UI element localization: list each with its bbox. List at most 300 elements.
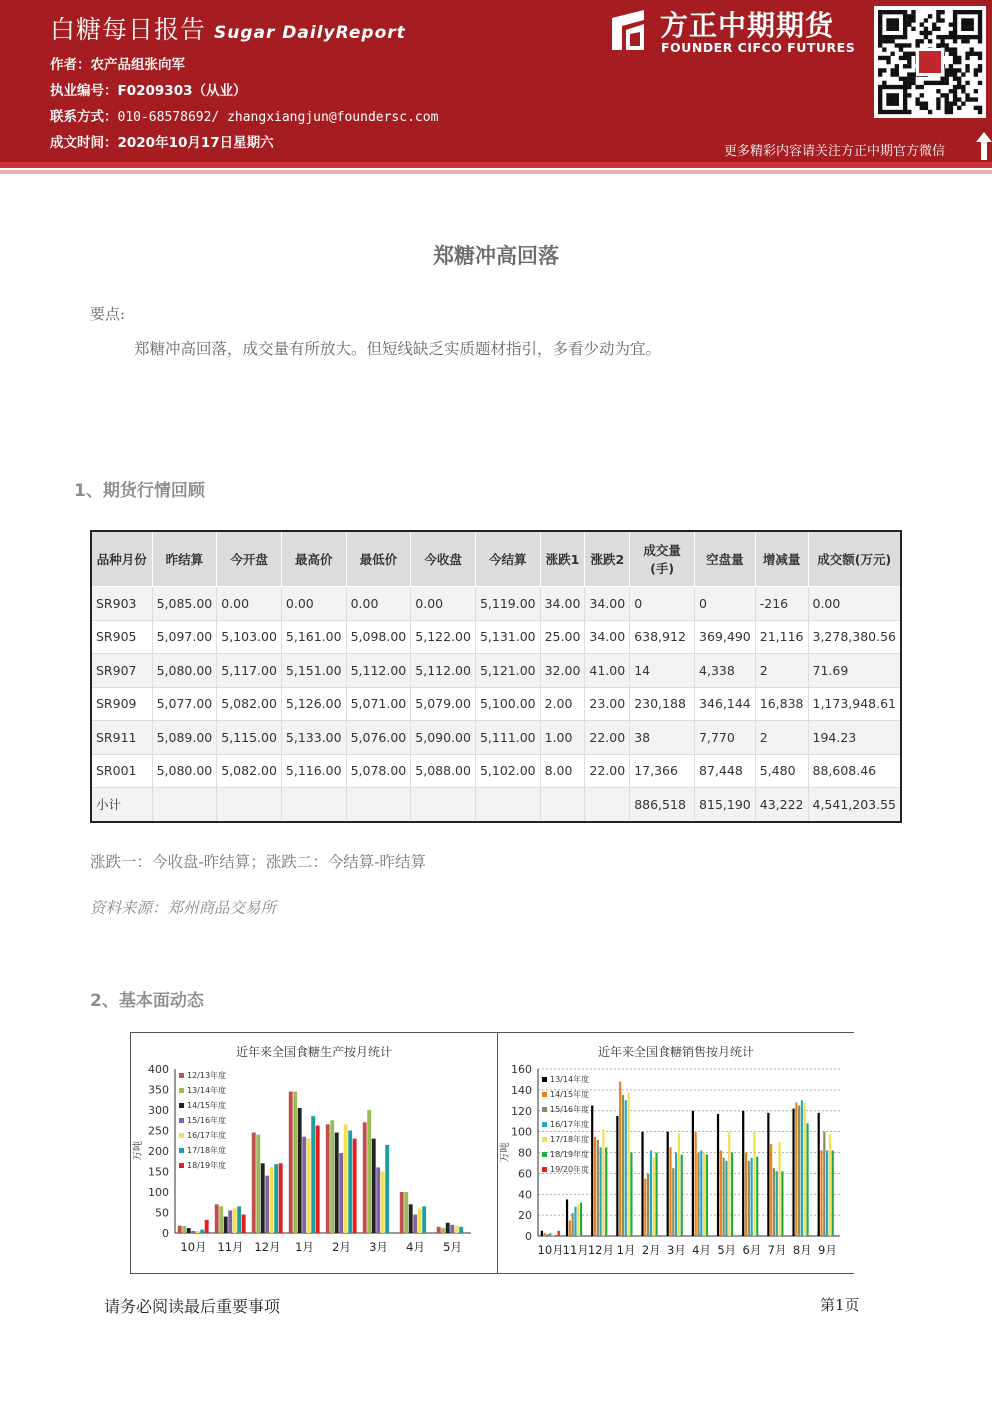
table-cell: [217, 788, 282, 822]
legend-swatch: [179, 1148, 184, 1153]
bar: [650, 1150, 652, 1236]
table-cell: 1,173,948.61: [808, 687, 901, 721]
legend-swatch: [179, 1073, 184, 1078]
bar: [544, 1233, 546, 1236]
section-title-futures-review: 1、期货行情回顾: [74, 481, 205, 501]
contact-label: 联系方式：: [50, 109, 118, 125]
table-header-cell: 涨跌2: [585, 531, 630, 587]
bar: [224, 1217, 228, 1233]
bar: [580, 1203, 582, 1236]
y-tick-label: 120: [511, 1104, 532, 1118]
table-cell: 2.00: [540, 687, 585, 721]
table-row: [91, 721, 901, 755]
legend-swatch: [179, 1118, 184, 1123]
bar: [400, 1192, 404, 1233]
bar: [616, 1116, 618, 1236]
x-tick-label: 4月: [406, 1240, 425, 1254]
bar: [692, 1111, 694, 1236]
table-cell: 38: [630, 721, 695, 755]
table-cell: 5,076.00: [346, 721, 411, 755]
table-cell: [346, 788, 411, 822]
bar: [804, 1102, 806, 1236]
table-header-cell: 昨结算: [152, 531, 217, 587]
production-chart-title: 近年来全国食糖生产按月统计: [235, 1045, 392, 1059]
bar: [422, 1206, 426, 1233]
x-tick-label: 1月: [616, 1243, 636, 1257]
table-cell: 5,085.00: [152, 587, 217, 621]
bar: [669, 1147, 671, 1236]
bar: [215, 1204, 219, 1233]
y-tick-label: 60: [518, 1167, 532, 1181]
table-row: [91, 754, 901, 788]
bar: [541, 1231, 543, 1236]
x-tick-label: 11月: [217, 1240, 244, 1254]
bar: [178, 1226, 182, 1233]
table-cell: 4,541,203.55: [808, 788, 901, 822]
table-cell: 5,079.00: [411, 687, 476, 721]
x-tick-label: 6月: [742, 1243, 762, 1257]
license-line: 执业编号：F0209303（从业）: [50, 83, 247, 99]
bar: [748, 1161, 750, 1236]
bar: [751, 1158, 753, 1236]
table-cell: 5,121.00: [475, 654, 540, 688]
x-tick-label: 4月: [692, 1243, 711, 1257]
bar: [418, 1208, 422, 1233]
bar: [630, 1153, 632, 1237]
table-header-cell: 涨跌1: [540, 531, 585, 587]
table-cell: 小计: [91, 788, 152, 822]
table-cell: 5,115.00: [217, 721, 282, 755]
bar: [413, 1215, 417, 1233]
table-cell: 5,089.00: [152, 721, 217, 755]
bar: [792, 1109, 794, 1236]
table-cell: 34.00: [540, 587, 585, 621]
x-tick-label: 12月: [254, 1240, 281, 1254]
bar: [695, 1132, 697, 1236]
contact-value: 010-68578692/ zhangxiangjun@foundersc.com: [117, 110, 439, 125]
bar: [555, 1235, 557, 1236]
table-cell: 17,366: [630, 754, 695, 788]
table-header-cell: 今结算: [475, 531, 540, 587]
table-cell: 5,116.00: [281, 754, 346, 788]
x-tick-label: 8月: [792, 1243, 812, 1257]
bar: [717, 1114, 719, 1236]
report-title-en: Sugar DailyReport: [214, 23, 406, 43]
table-cell: 5,119.00: [475, 587, 540, 621]
table-cell: 22.00: [585, 721, 630, 755]
company-logo-icon: [604, 6, 652, 54]
y-tick-label: 350: [148, 1083, 169, 1097]
bar: [566, 1199, 568, 1236]
bar: [219, 1206, 223, 1233]
table-cell: 5,112.00: [411, 654, 476, 688]
table-cell: 1.00: [540, 721, 585, 755]
company-logo-cn: 方正中期期货: [660, 9, 835, 42]
contact-line: [50, 105, 438, 125]
table-cell: SR903: [91, 587, 152, 621]
bar: [252, 1133, 256, 1233]
bar: [409, 1204, 413, 1233]
table-cell: 0.00: [281, 587, 346, 621]
legend-label: 15/16年度: [187, 1116, 227, 1125]
legend-label: 14/15年度: [550, 1090, 590, 1099]
table-header-row: [91, 531, 901, 587]
y-tick-label: 0: [162, 1227, 169, 1240]
table-cell: 5,126.00: [281, 687, 346, 721]
table-cell: 32.00: [540, 654, 585, 688]
table-row: [91, 620, 901, 654]
table-cell: [585, 788, 630, 822]
bar: [795, 1102, 797, 1236]
footer-disclaimer: 请务必阅读最后重要事项: [104, 1297, 281, 1316]
bar: [625, 1100, 627, 1236]
y-tick-label: 20: [518, 1209, 532, 1223]
bar: [459, 1227, 463, 1233]
legend-label: 16/17年度: [187, 1131, 227, 1140]
legend-swatch: [542, 1152, 547, 1157]
table-cell: 815,190: [695, 788, 756, 822]
table-cell: 5,100.00: [475, 687, 540, 721]
bar: [311, 1116, 315, 1233]
futures-quote-table: [90, 530, 902, 823]
bar: [697, 1153, 699, 1237]
table-cell: 0: [695, 587, 756, 621]
table-cell: 886,518: [630, 788, 695, 822]
bar: [572, 1213, 574, 1236]
table-cell: 0.00: [808, 587, 901, 621]
bar: [298, 1108, 302, 1233]
table-header-cell: 今开盘: [217, 531, 282, 587]
y-tick-label: 400: [148, 1063, 169, 1076]
bar: [731, 1153, 733, 1237]
table-header-cell: 今收盘: [411, 531, 476, 587]
table-cell: SR001: [91, 754, 152, 788]
bar: [597, 1140, 599, 1236]
bar: [770, 1144, 772, 1236]
bar: [742, 1111, 744, 1236]
bar: [289, 1092, 293, 1233]
table-cell: 14: [630, 654, 695, 688]
bar: [261, 1163, 265, 1233]
bar: [720, 1150, 722, 1236]
bar: [274, 1164, 278, 1233]
bar: [776, 1171, 778, 1236]
table-cell: 34.00: [585, 620, 630, 654]
table-cell: 22.00: [585, 754, 630, 788]
author-line: 作者：农产品组张向军: [50, 57, 185, 73]
bar: [826, 1150, 828, 1236]
table-cell: [281, 788, 346, 822]
footer-page-number: 第1页: [820, 1296, 860, 1314]
bar: [725, 1161, 727, 1236]
y-tick-label: 160: [511, 1063, 532, 1076]
legend-swatch: [179, 1088, 184, 1093]
table-cell: 4,338: [695, 654, 756, 688]
bar: [385, 1145, 389, 1233]
key-points-label: 要点:: [90, 305, 126, 323]
x-tick-label: 1月: [295, 1240, 314, 1254]
x-tick-label: 3月: [667, 1243, 686, 1257]
table-cell: 2: [755, 721, 808, 755]
y-axis-label: 万吨: [500, 1142, 511, 1163]
bar: [818, 1113, 820, 1236]
x-tick-label: 10月: [180, 1240, 207, 1254]
bar: [602, 1130, 604, 1236]
legend-label: 18/19年度: [550, 1150, 590, 1159]
table-cell: 5,112.00: [346, 654, 411, 688]
key-points-text: 郑糖冲高回落，成交量有所放大。但短线缺乏实质题材指引，多看少动为宜。: [134, 340, 662, 358]
bar: [330, 1120, 334, 1233]
table-cell: 5,071.00: [346, 687, 411, 721]
table-cell: 7,770: [695, 721, 756, 755]
table-header-cell: 品种月份: [91, 531, 152, 587]
report-title: [50, 10, 406, 46]
bar: [455, 1226, 459, 1233]
table-cell: 23.00: [585, 687, 630, 721]
bar: [233, 1208, 237, 1233]
date-line: 成文时间：2020年10月17日星期六: [50, 135, 274, 151]
x-tick-label: 5月: [443, 1240, 462, 1254]
production-chart: [131, 1033, 497, 1273]
x-tick-label: 2月: [641, 1243, 661, 1257]
table-cell: [411, 788, 476, 822]
bar: [200, 1230, 204, 1233]
document-title: 郑糖冲高回落: [433, 244, 559, 268]
bar: [605, 1147, 607, 1236]
bar: [376, 1167, 380, 1233]
y-tick-label: 0: [525, 1230, 532, 1243]
qr-code-icon: [874, 6, 986, 118]
table-header-cell: 空盘量: [695, 531, 756, 587]
table-cell: 8.00: [540, 754, 585, 788]
y-tick-label: 140: [511, 1083, 532, 1097]
bar: [653, 1158, 655, 1236]
bar: [672, 1168, 674, 1236]
bar: [441, 1228, 445, 1233]
legend-label: 13/14年度: [550, 1075, 590, 1084]
table-cell: SR909: [91, 687, 152, 721]
table-cell: 5,151.00: [281, 654, 346, 688]
bar: [655, 1153, 657, 1237]
table-header-cell: 最高价: [281, 531, 346, 587]
bar: [829, 1134, 831, 1236]
bar: [820, 1150, 822, 1236]
bar: [546, 1234, 548, 1236]
wechat-qr-code: [874, 6, 986, 118]
legend-swatch: [179, 1103, 184, 1108]
bar: [778, 1142, 780, 1236]
table-cell: 0.00: [217, 587, 282, 621]
bar: [205, 1220, 209, 1233]
table-cell: 0.00: [411, 587, 476, 621]
bar: [600, 1147, 602, 1236]
y-tick-label: 250: [148, 1124, 169, 1138]
table-cell: 5,161.00: [281, 620, 346, 654]
bar: [801, 1100, 803, 1236]
bar: [326, 1124, 330, 1233]
bar: [675, 1153, 677, 1237]
table-cell: 5,480: [755, 754, 808, 788]
change-definition-note: 涨跌一：今收盘-昨结算；涨跌二：今结算-昨结算: [90, 853, 426, 871]
table-cell: 5,082.00: [217, 754, 282, 788]
x-tick-label: 7月: [767, 1243, 787, 1257]
legend-swatch: [542, 1092, 547, 1097]
y-tick-label: 150: [148, 1165, 169, 1179]
bar: [594, 1137, 596, 1236]
sales-chart: [498, 1033, 854, 1273]
company-logo-en: FOUNDER CIFCO FUTURES: [661, 40, 856, 55]
legend-label: 15/16年度: [550, 1105, 590, 1114]
bar: [728, 1132, 730, 1236]
table-cell: 369,490: [695, 620, 756, 654]
bar: [700, 1150, 702, 1236]
legend-swatch: [179, 1133, 184, 1138]
data-source: 资料来源：郑州商品交易所: [90, 899, 277, 917]
bar: [798, 1106, 800, 1236]
bar: [641, 1132, 643, 1236]
table-cell: 5,077.00: [152, 687, 217, 721]
bar: [446, 1223, 450, 1233]
table-cell: 0: [630, 587, 695, 621]
y-tick-label: 100: [511, 1125, 532, 1139]
bar: [574, 1207, 576, 1236]
table-cell: 5,102.00: [475, 754, 540, 788]
bar: [753, 1132, 755, 1236]
bar: [228, 1210, 232, 1233]
x-tick-label: 9月: [818, 1243, 837, 1257]
table-cell: 3,278,380.56: [808, 620, 901, 654]
table-cell: SR911: [91, 721, 152, 755]
table-cell: 5,103.00: [217, 620, 282, 654]
y-tick-label: 80: [518, 1146, 532, 1160]
bar: [182, 1226, 186, 1233]
company-logo: [604, 6, 862, 62]
x-tick-label: 12月: [587, 1243, 614, 1257]
bar: [773, 1168, 775, 1236]
y-tick-label: 200: [148, 1145, 169, 1158]
legend-label: 16/17年度: [550, 1120, 590, 1129]
table-header-cell: 成交额(万元): [808, 531, 901, 587]
bar: [335, 1133, 339, 1233]
x-tick-label: 11月: [562, 1243, 589, 1257]
bar: [577, 1205, 579, 1236]
bar: [767, 1113, 769, 1236]
bar: [270, 1167, 274, 1233]
legend-label: 12/13年度: [187, 1071, 227, 1080]
bar: [832, 1150, 834, 1236]
bar: [823, 1132, 825, 1236]
table-body: [91, 587, 901, 822]
legend-label: 17/18年度: [187, 1146, 227, 1155]
bar: [745, 1153, 747, 1237]
legend-label: 19/20年度: [550, 1165, 590, 1174]
bar: [552, 1234, 554, 1236]
bar: [293, 1092, 297, 1233]
bar: [450, 1225, 454, 1233]
table-row: [91, 654, 901, 688]
table-cell: 5,111.00: [475, 721, 540, 755]
legend-label: 17/18年度: [550, 1135, 590, 1144]
legend-swatch: [542, 1077, 547, 1082]
table-cell: 194.23: [808, 721, 901, 755]
table-cell: SR907: [91, 654, 152, 688]
table-cell: 5,080.00: [152, 654, 217, 688]
bar: [627, 1093, 629, 1236]
y-tick-label: 300: [148, 1104, 169, 1117]
bar: [404, 1192, 408, 1233]
legend-swatch: [542, 1122, 547, 1127]
table-cell: -216: [755, 587, 808, 621]
table-cell: 5,078.00: [346, 754, 411, 788]
table-cell: 34.00: [585, 587, 630, 621]
bar: [316, 1126, 320, 1233]
table-cell: 21,116: [755, 620, 808, 654]
table-header-cell: 成交量(手): [630, 531, 695, 587]
bar: [723, 1158, 725, 1236]
bar: [569, 1220, 571, 1236]
bar: [703, 1153, 705, 1237]
production-chart-box: [130, 1032, 498, 1274]
table-cell: 5,122.00: [411, 620, 476, 654]
table-cell: 5,117.00: [217, 654, 282, 688]
bar: [647, 1173, 649, 1236]
legend-label: 14/15年度: [187, 1101, 227, 1110]
table-cell: SR905: [91, 620, 152, 654]
bar: [678, 1134, 680, 1236]
bar: [307, 1139, 311, 1233]
bar: [353, 1139, 357, 1233]
bar: [344, 1124, 348, 1233]
table-cell: 5,097.00: [152, 620, 217, 654]
report-title-cn: 白糖每日报告: [50, 15, 207, 44]
bar: [781, 1171, 783, 1236]
table-row: [91, 687, 901, 721]
table-cell: 71.69: [808, 654, 901, 688]
y-tick-label: 50: [155, 1206, 169, 1220]
table-cell: 5,133.00: [281, 721, 346, 755]
bar: [191, 1231, 195, 1233]
bar: [265, 1176, 269, 1233]
table-cell: 88,608.46: [808, 754, 901, 788]
y-axis-label: 万吨: [133, 1141, 144, 1161]
bar: [348, 1131, 352, 1234]
table-cell: 5,088.00: [411, 754, 476, 788]
bar: [667, 1132, 669, 1236]
bar: [806, 1123, 808, 1236]
x-tick-label: 5月: [717, 1243, 737, 1257]
bar: [644, 1179, 646, 1236]
legend-label: 18/19年度: [187, 1161, 227, 1170]
table-cell: 5,082.00: [217, 687, 282, 721]
table-cell: [152, 788, 217, 822]
table-cell: 16,838: [755, 687, 808, 721]
bar: [237, 1206, 241, 1233]
up-arrow-icon: [976, 132, 992, 160]
bar: [302, 1137, 306, 1233]
table-row: [91, 587, 901, 621]
table-cell: [475, 788, 540, 822]
table-row: [91, 788, 901, 822]
table-cell: 41.00: [585, 654, 630, 688]
bar: [363, 1122, 367, 1233]
bar: [372, 1139, 376, 1233]
table-cell: 87,448: [695, 754, 756, 788]
x-tick-label: 10月: [537, 1243, 564, 1257]
bar: [367, 1110, 371, 1233]
table-cell: 5,098.00: [346, 620, 411, 654]
bar: [558, 1231, 560, 1236]
y-tick-label: 40: [518, 1188, 532, 1202]
